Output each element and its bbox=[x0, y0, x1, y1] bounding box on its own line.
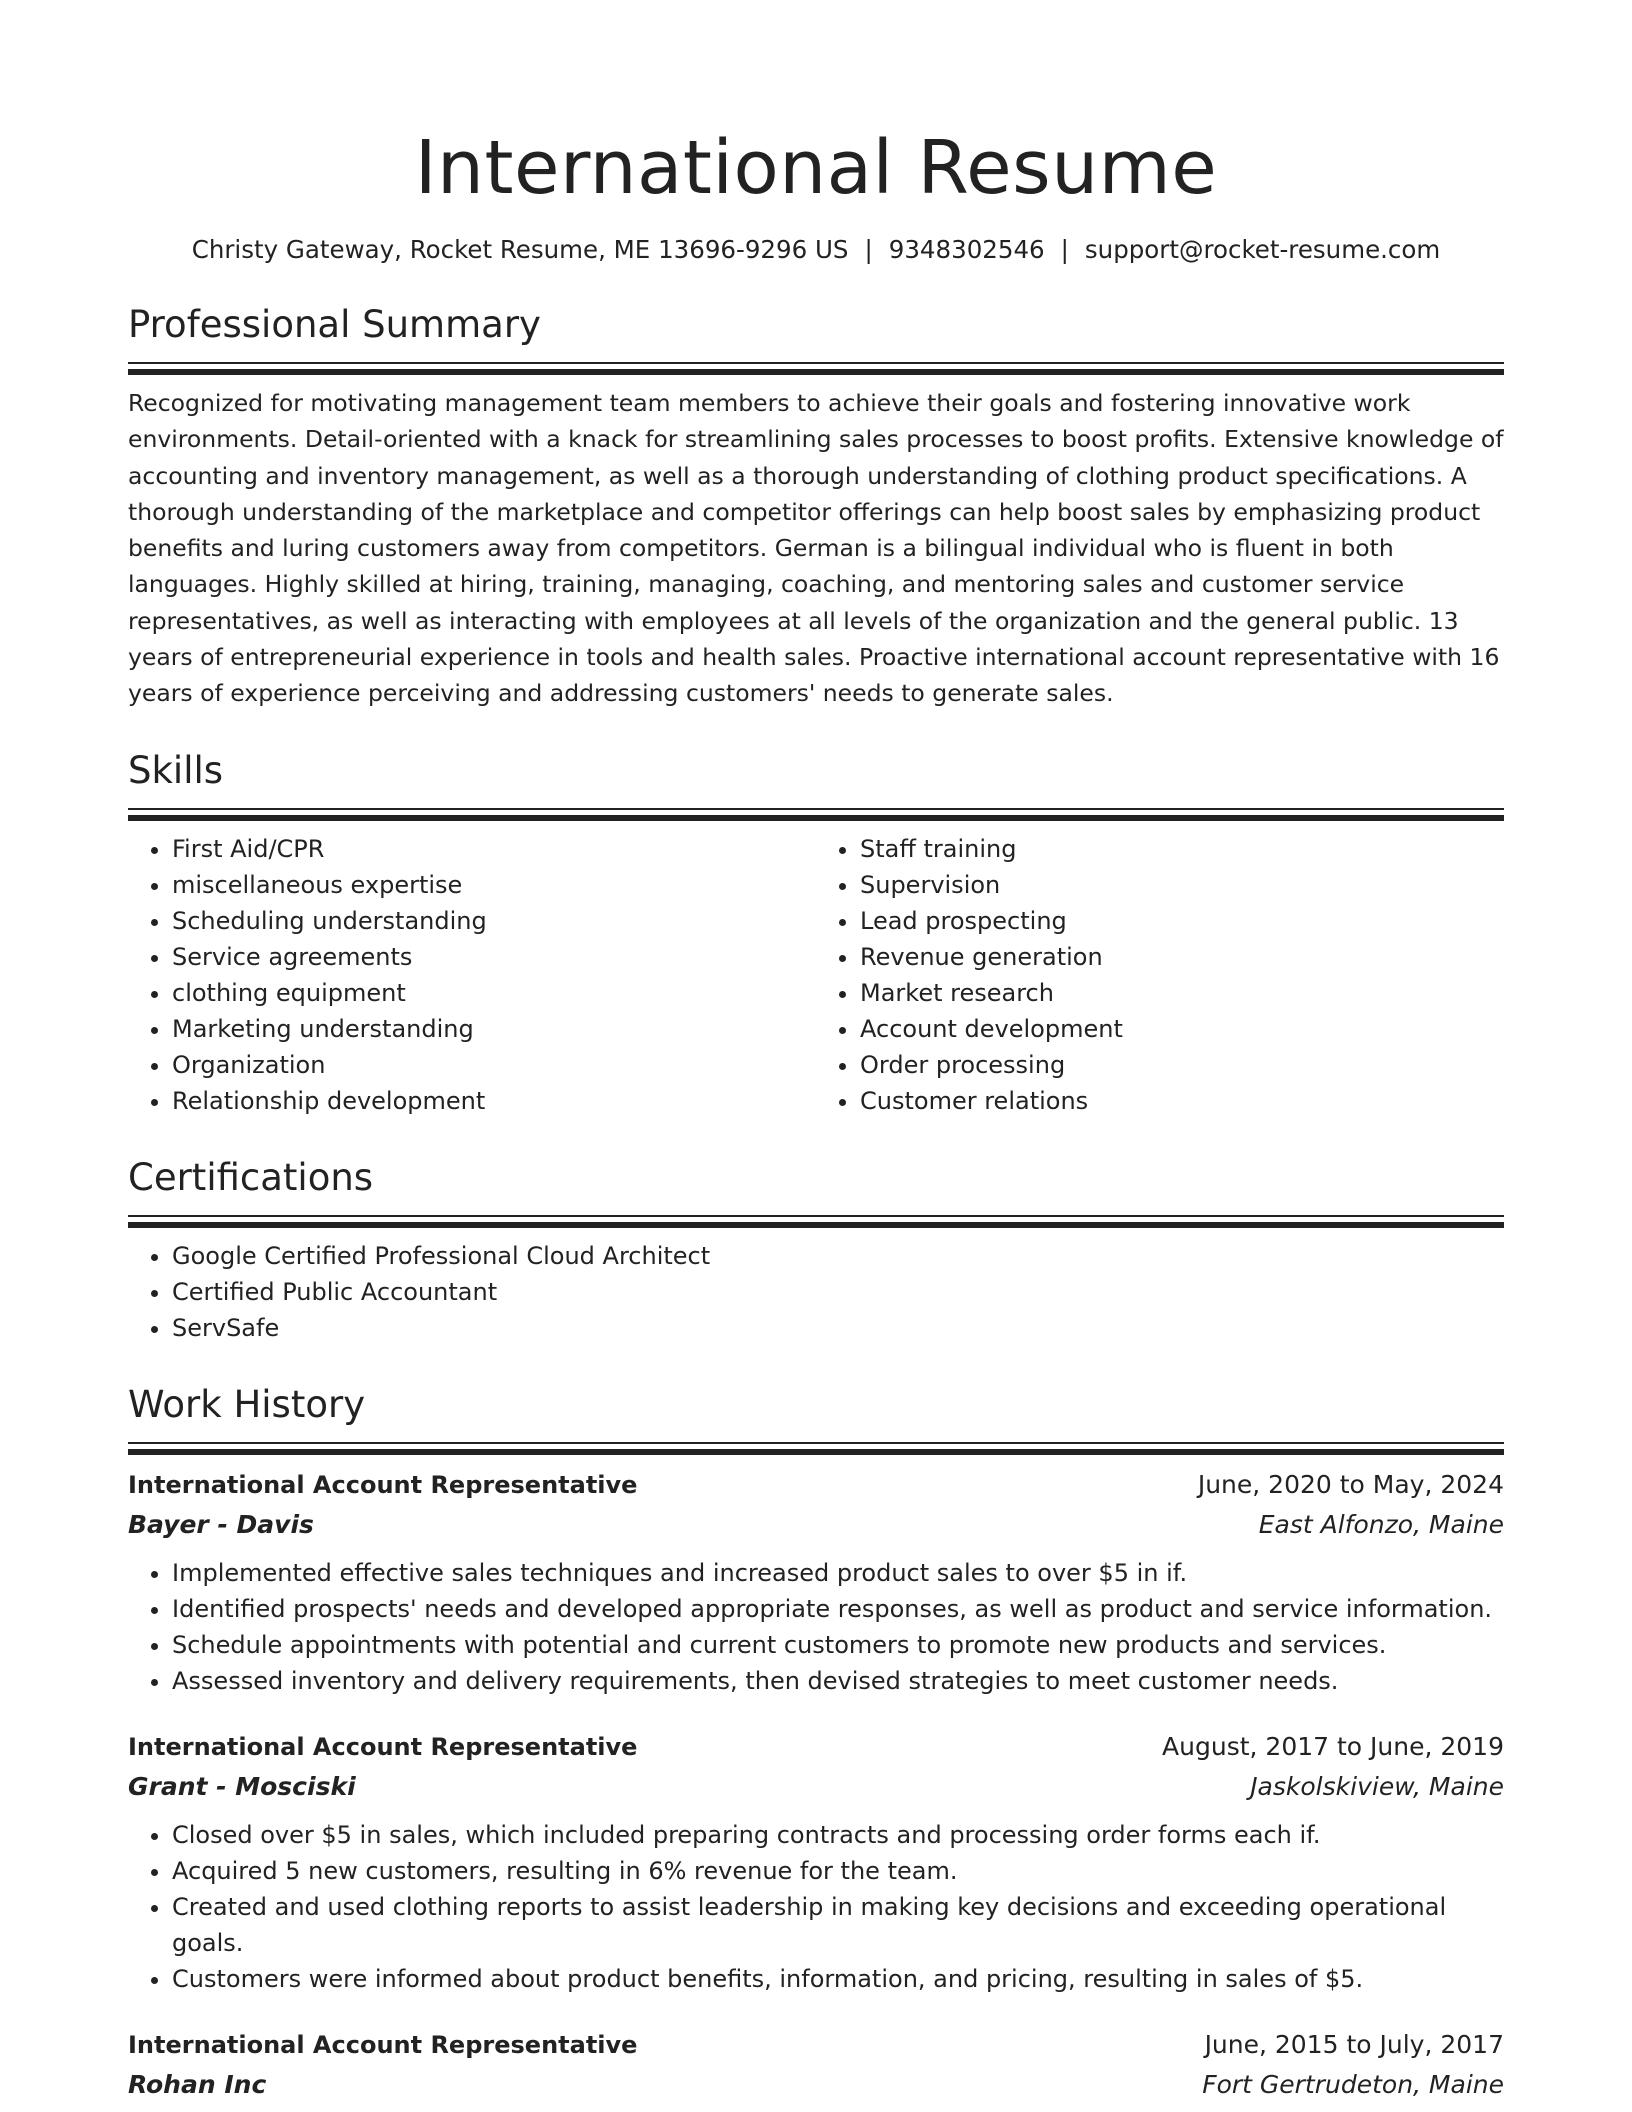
job-title: International Account Representative bbox=[128, 1732, 638, 1761]
section-title-certifications: Certifications bbox=[128, 1155, 374, 1199]
job-location: Jaskolskiview, Maine bbox=[1250, 1771, 1504, 1801]
job-bullet: • Closed over $5 in sales, which included preparing contracts and processing order forms each if. bbox=[172, 1817, 1504, 1853]
skill-item: • Lead prospecting bbox=[860, 903, 1504, 939]
skills-section bbox=[128, 748, 1504, 1119]
certification-item: • Google Certified Professional Cloud Architect bbox=[172, 1238, 1504, 1274]
section-divider bbox=[128, 808, 1504, 821]
skill-item: • Organization bbox=[172, 1047, 816, 1083]
job-company: Bayer - Davis bbox=[128, 1509, 314, 1539]
certifications-list bbox=[128, 1238, 1504, 1346]
work-history-section bbox=[128, 1382, 1504, 2105]
contact-line bbox=[128, 234, 1504, 266]
contact-email: support@rocket-resume.com bbox=[1084, 235, 1441, 264]
skills-list-right bbox=[816, 831, 1504, 1119]
skill-item: • Order processing bbox=[860, 1047, 1504, 1083]
summary-text: Recognized for motivating management team members to achieve their goals and fostering innovative work environments. Detail-oriented with a knack for streamlining sales processes to boost profits. Extensive knowledge of accounting and inventory management, as well as a thorough understanding of clothing product specifications. A thorough understanding of the marketplace and competitor offerings can help boost sales by emphasizing product benefits and luring customers away from competitors. German is a bilingual individual who is fluent in both languages. Highly skilled at hiring, training, managing, coaching, and mentoring sales and customer service representatives, as well as interacting with employees at all levels of the organization and the general public. 13 years of entrepreneurial experience in tools and health sales. Proactive international account representative with 16 years of experience perceiving and addressing customers' needs to generate sales. bbox=[128, 389, 1504, 708]
job-bullet: • Assessed inventory and delivery requirements, then devised strategies to meet customer needs. bbox=[172, 1663, 1504, 1699]
job-title: International Account Representative bbox=[128, 2030, 638, 2059]
resume-title: International Resume bbox=[414, 125, 1218, 211]
skill-item: • clothing equipment bbox=[172, 975, 816, 1011]
skill-item: • Account development bbox=[860, 1011, 1504, 1047]
skills-grid bbox=[128, 831, 1504, 1119]
job-entry bbox=[128, 1727, 1504, 1997]
job-entry bbox=[128, 2025, 1504, 2105]
section-divider bbox=[128, 1215, 1504, 1228]
skills-list-left bbox=[128, 831, 816, 1119]
job-company: Rohan Inc bbox=[128, 2069, 267, 2099]
job-header-row bbox=[128, 1465, 1504, 1505]
job-company-row bbox=[128, 2065, 1504, 2105]
job-bullets bbox=[128, 1817, 1504, 1997]
section-divider bbox=[128, 1442, 1504, 1455]
skill-item: • Scheduling understanding bbox=[172, 903, 816, 939]
skill-item: • Market research bbox=[860, 975, 1504, 1011]
job-header-row bbox=[128, 1727, 1504, 1767]
certifications-section bbox=[128, 1155, 1504, 1346]
job-location: Fort Gertrudeton, Maine bbox=[1202, 2069, 1504, 2099]
section-title-summary: Professional Summary bbox=[128, 303, 541, 346]
skill-item: • Revenue generation bbox=[860, 939, 1504, 975]
certification-item: • ServSafe bbox=[172, 1310, 1504, 1346]
job-company: Grant - Mosciski bbox=[128, 1771, 356, 1801]
section-divider bbox=[128, 362, 1504, 375]
contact-separator: | bbox=[1060, 235, 1069, 264]
contact-address: Christy Gateway, Rocket Resume, ME 13696-9296 US bbox=[191, 235, 849, 264]
contact-phone: 9348302546 bbox=[888, 235, 1045, 264]
skill-item: • Marketing understanding bbox=[172, 1011, 816, 1047]
job-bullet: • Created and used clothing reports to assist leadership in making key decisions and exceeding operational goals. bbox=[172, 1889, 1504, 1961]
job-dates: August, 2017 to June, 2019 bbox=[1162, 1731, 1504, 1761]
job-bullet: • Implemented effective sales techniques and increased product sales to over $5 in if. bbox=[172, 1555, 1504, 1591]
skill-item: • Customer relations bbox=[860, 1083, 1504, 1119]
job-bullet: • Identified prospects' needs and developed appropriate responses, as well as product and service information. bbox=[172, 1591, 1504, 1627]
skill-item: • Relationship development bbox=[172, 1083, 816, 1119]
job-company-row bbox=[128, 1505, 1504, 1545]
job-bullet: • Acquired 5 new customers, resulting in 6% revenue for the team. bbox=[172, 1853, 1504, 1889]
contact-separator: | bbox=[864, 235, 873, 264]
job-bullet: • Customers were informed about product benefits, information, and pricing, resulting in sales of $5. bbox=[172, 1961, 1504, 1997]
job-location: East Alfonzo, Maine bbox=[1258, 1509, 1504, 1539]
skill-item: • First Aid/CPR bbox=[172, 831, 816, 867]
job-bullets bbox=[128, 1555, 1504, 1699]
certification-item: • Certified Public Accountant bbox=[172, 1274, 1504, 1310]
summary-section bbox=[128, 302, 1504, 712]
skill-item: • miscellaneous expertise bbox=[172, 867, 816, 903]
skill-item: • Service agreements bbox=[172, 939, 816, 975]
job-dates: June, 2015 to July, 2017 bbox=[1204, 2029, 1504, 2059]
skill-item: • Supervision bbox=[860, 867, 1504, 903]
job-title: International Account Representative bbox=[128, 1470, 638, 1499]
job-entry bbox=[128, 1465, 1504, 1699]
job-company-row bbox=[128, 1767, 1504, 1807]
job-bullet: • Schedule appointments with potential and current customers to promote new products and services. bbox=[172, 1627, 1504, 1663]
job-header-row bbox=[128, 2025, 1504, 2065]
skill-item: • Staff training bbox=[860, 831, 1504, 867]
section-title-skills: Skills bbox=[128, 748, 224, 792]
job-dates: June, 2020 to May, 2024 bbox=[1197, 1469, 1504, 1499]
section-title-work-history: Work History bbox=[128, 1382, 366, 1426]
